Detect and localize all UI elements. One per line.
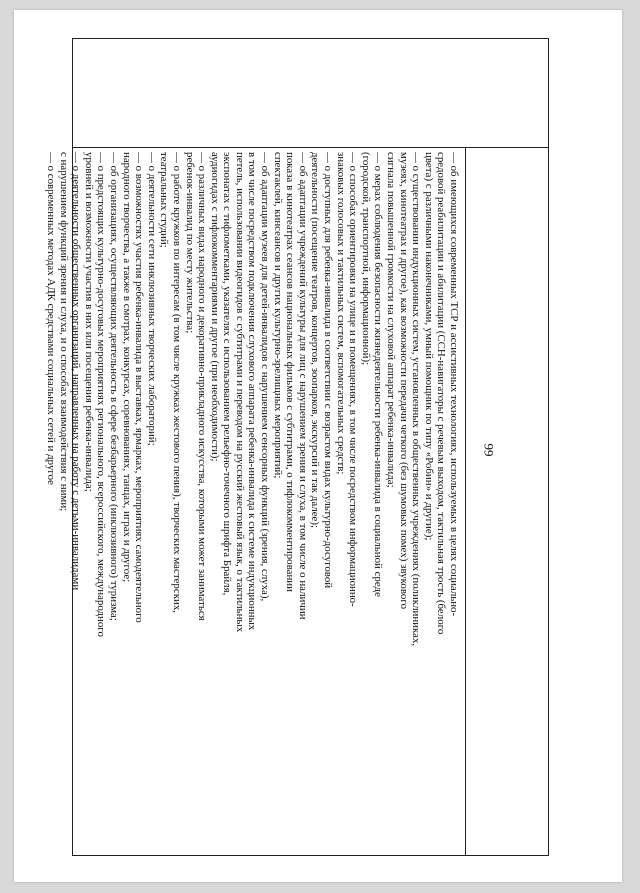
- text-line: — о мерах соблюдения безопасности жизнедеятельности ребенка-инвалида в социальной среде: [372, 152, 385, 597]
- text-line: в том числе посредством подключения слухового аппарата ребенка-инвалида к системе индукционных: [246, 152, 259, 631]
- table-column-divider: [465, 147, 466, 855]
- text-line: средовой реабилитации и абилитации (ССН-навигаторы с речевым выходом, тактильная трость (белого: [435, 152, 448, 635]
- text-line: — об имеющихся современных ТСР и ассистивных технологиях, используемых в целях социально-: [448, 152, 460, 617]
- text-line: цвета) с различными наконечниками, умный помощник по типу «Робин» и другие);: [422, 152, 435, 541]
- text-line: — о современных методах АДК средствами социальных сетей и другое: [45, 152, 57, 485]
- text-line: аудиогидах с тифлокомментариями и другое (при необходимости);: [208, 152, 221, 462]
- text-line: ребенок-инвалид по месту жительства;: [183, 152, 196, 334]
- text-line: показа в кинотеатрах сеансов национальных фильмов с субтитрами, о тифлокомментировании: [284, 152, 297, 592]
- text-line: (городской, транспортной, информационной);: [359, 152, 372, 366]
- text-line: — о предстоящих культурно-досуговых мероприятиях регионального, всероссийского, международного: [95, 152, 108, 637]
- text-line: — о различных видах народного и декоративно-прикладного искусства, которыми может заниматься: [196, 152, 209, 621]
- text-line: народного творчества, а также в смотрах, конкурсах, соревнованиях, танцах, играх и другое;: [120, 152, 133, 583]
- text-line: — о существовании индукционных систем, установленных в общественных учреждениях (поликлиниках,: [410, 152, 423, 647]
- text-line: — о способах ориентировки на улице и в помещениях, в том числе посредством информационно-: [347, 152, 360, 607]
- text-line: — об адаптации учреждений культуры для лиц с нарушением зрения и слуха, в том числе о наличии: [296, 152, 309, 620]
- text-line: — о доступных для ребенка-инвалида в соответствии с возрастом видах культурно-досуговой: [322, 152, 335, 589]
- text-line: — о деятельности общественных организаций, направленных на работу с детьми-инвалидами: [70, 152, 83, 591]
- text-line: — о деятельности сети инклюзивных творческих лабораторий;: [145, 152, 158, 446]
- text-line: спектаклей, кинсеансов и других культурно-зрелищных мероприятий;: [271, 152, 284, 479]
- text-line: деятельности (посещение театров, концертов, зоопарков, экскурсий и так далее);: [309, 152, 322, 529]
- text-line: музеях, кинотеатрах и другое), как возможности передачи четкого (без шумовых помех) звукового: [397, 152, 410, 610]
- text-line: экспонатах с тифлометками, указателях с использованием рельефно-точечного шрифта Брайля,: [221, 152, 234, 596]
- text-line: петель, использовании видеогидов с субтитрами и переводом на русский жестовый язык, о тактильных: [233, 152, 246, 633]
- rotated-text-block: [45, 146, 464, 856]
- text-line: — о возможностях участия ребенка-инвалида в выставках, ярмарках, мероприятиях самодеятельного: [133, 152, 146, 623]
- text-line: сигнала повышенной громкости на слуховой аппарат ребенка-инвалида;: [385, 152, 398, 488]
- page-number: 99: [481, 443, 497, 457]
- text-line: уровней и возможности участия в них или посещения ребенка-инвалида;: [82, 152, 95, 492]
- text-line: театральных студий;: [158, 152, 171, 248]
- text-line: — о работе кружков по интересам (в том числе кружках жестового пения), творческих мастерских,: [170, 152, 183, 613]
- table-cell: [45, 146, 464, 856]
- text-line: — об организациях, осуществляющих деятельность в сфере безбарьерного (инклюзивного) туризма;: [107, 152, 120, 621]
- text-line: — об адаптации музеев для детей-инвалидов с нарушением сенсорных функций (зрения, слуха),: [259, 152, 272, 602]
- text-line: знаковых голосовых и тактильных систем, вспомогательных средств;: [334, 152, 347, 475]
- text-line: с нарушением функций зрения и слуха, и о способах взаимодействия с ними;: [57, 152, 70, 512]
